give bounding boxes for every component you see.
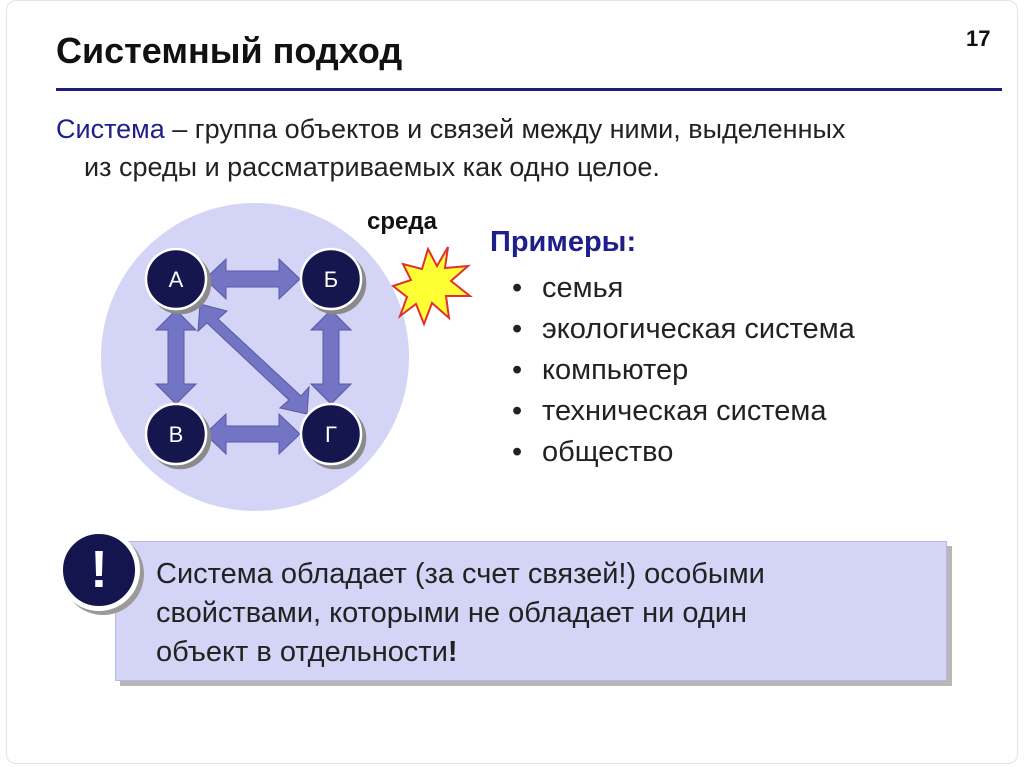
slide-title: Системный подход [56,30,403,71]
node-a-label: А [168,267,184,292]
list-item: • общество [490,432,855,473]
node-v-label: В [168,422,184,447]
examples-title: Примеры: [490,226,637,258]
note-line: Система обладает (за счет связей!) особыми [156,558,765,590]
note-emphasis: ! [447,636,458,668]
note-line: свойствами, которыми не обладает ни один [156,597,748,629]
node-g-label: Г [325,422,337,447]
environment-label: среда [367,208,437,235]
list-item: • семья [490,268,855,309]
note-box [115,541,947,681]
definition-text-continued: из среды и рассматриваемых как одно целое. [84,152,660,182]
definition-term: Система [56,114,165,144]
list-item: • компьютер [490,350,855,391]
list-item: • техническая система [490,391,855,432]
slide-number: 17 [966,26,991,51]
examples-list [490,268,855,473]
list-item: • экологическая система [490,309,855,350]
node-b-label: Б [323,267,339,292]
examples-block [490,224,855,473]
note-line: объект в отдельности [156,636,448,668]
environment-star-icon [393,247,470,324]
note-text [156,555,916,672]
exclamation-icon: ! [58,529,140,611]
definition-text: – группа объектов и связей между ними, выделенных [164,114,846,144]
